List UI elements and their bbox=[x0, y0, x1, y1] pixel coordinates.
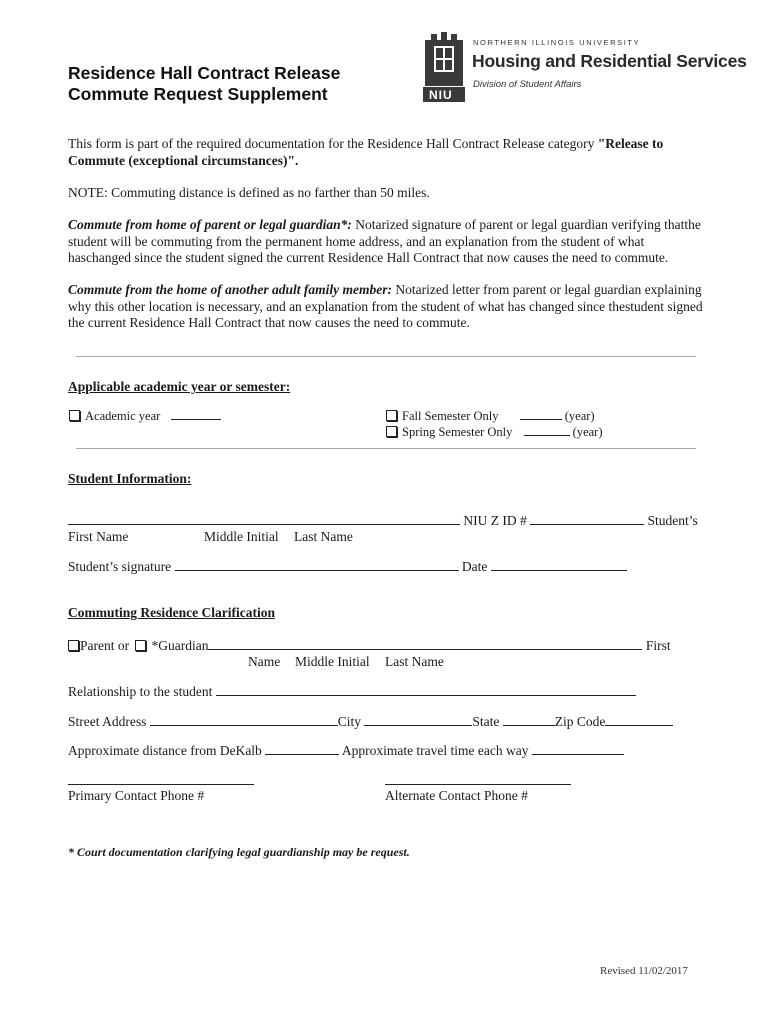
alternate-phone-label: Alternate Contact Phone # bbox=[385, 788, 528, 803]
distance-field[interactable] bbox=[265, 742, 339, 755]
spring-label: Spring Semester Only bbox=[402, 425, 513, 439]
family-lead: Commute from the home of another adult family member: bbox=[68, 282, 392, 297]
spring-year-blank[interactable] bbox=[524, 423, 570, 436]
title-line-2: Commute Request Supplement bbox=[68, 84, 328, 104]
intro-text: This form is part of the required documentation for the Residence Hall Contract Release category bbox=[68, 136, 598, 151]
address-row bbox=[68, 713, 673, 730]
signature-label: Student’s signature bbox=[68, 559, 172, 574]
alternate-phone-field[interactable] bbox=[385, 772, 571, 785]
parent-label: Parent or bbox=[80, 638, 130, 653]
guardian-last-label: Last Name bbox=[385, 654, 444, 669]
distance-label: Approximate distance from DeKalb bbox=[68, 743, 262, 758]
street-label: Street Address bbox=[68, 714, 147, 729]
parent-lead: Commute from home of parent or legal guardian*: bbox=[68, 217, 352, 232]
student-heading: Student Information: bbox=[68, 471, 192, 486]
guardian-name-field[interactable] bbox=[208, 637, 642, 650]
middle-initial-label: Middle Initial bbox=[204, 529, 279, 544]
parent-paragraph bbox=[68, 217, 703, 267]
spring-checkbox[interactable] bbox=[386, 426, 397, 437]
family-paragraph bbox=[68, 282, 703, 332]
revised-date: Revised 11/02/2017 bbox=[600, 965, 688, 977]
note-text: NOTE: Commuting distance is defined as no farther than 50 miles. bbox=[68, 185, 430, 200]
family-text: Notarized letter from parent or legal guardian explaining why this other location is necessary, and an explanation from the student of what has changed since thestudent signed the current Residence Hall Contract that now causes the need to commute. bbox=[68, 282, 703, 330]
logo-university: NORTHERN ILLINOIS UNIVERSITY bbox=[473, 38, 641, 47]
academic-year-option[interactable] bbox=[69, 407, 221, 424]
academic-year-label: Academic year bbox=[85, 409, 161, 423]
primary-phone-field[interactable] bbox=[68, 772, 254, 785]
distance-row bbox=[68, 742, 624, 759]
fall-label: Fall Semester Only bbox=[402, 409, 499, 423]
niu-logo bbox=[421, 32, 747, 104]
date-field[interactable] bbox=[491, 558, 627, 571]
city-label: City bbox=[337, 714, 362, 729]
relationship-label: Relationship to the student bbox=[68, 684, 213, 699]
travel-time-label: Approximate travel time each way bbox=[341, 743, 529, 758]
zip-label: Zip Code bbox=[554, 714, 606, 729]
niu-mark: NIU bbox=[429, 88, 453, 102]
logo-division: Division of Student Affairs bbox=[473, 79, 582, 90]
spring-year-label: (year) bbox=[572, 425, 603, 439]
niu-id-field[interactable] bbox=[530, 512, 644, 525]
intro-category: "Release to Commute (exceptional circumstances)". bbox=[68, 136, 664, 168]
fall-year-blank[interactable] bbox=[520, 407, 562, 420]
first-name-label: First Name bbox=[68, 529, 129, 544]
primary-phone-label: Primary Contact Phone # bbox=[68, 788, 205, 803]
divider bbox=[76, 448, 696, 449]
academic-year-checkbox[interactable] bbox=[69, 410, 80, 421]
signature-row bbox=[68, 558, 627, 575]
commuting-heading: Commuting Residence Clarification bbox=[68, 605, 275, 620]
title-line-1: Residence Hall Contract Release bbox=[68, 63, 341, 83]
logo-department: Housing and Residential Services bbox=[472, 51, 747, 71]
guardian-checkbox[interactable] bbox=[135, 640, 146, 651]
guardian-label: *Guardian bbox=[151, 638, 209, 653]
academic-year-blank[interactable] bbox=[171, 407, 221, 420]
parent-checkbox[interactable] bbox=[68, 640, 79, 651]
city-field[interactable] bbox=[364, 713, 472, 726]
student-name-field[interactable] bbox=[68, 512, 460, 525]
date-label: Date bbox=[461, 559, 488, 574]
relationship-row bbox=[68, 683, 636, 700]
guardian-first-label: First bbox=[645, 638, 671, 653]
footnote: * Court documentation clarifying legal guardianship may be request. bbox=[68, 845, 410, 859]
travel-time-field[interactable] bbox=[532, 742, 624, 755]
state-field[interactable] bbox=[503, 713, 555, 726]
zip-field[interactable] bbox=[605, 713, 673, 726]
students-label: Student’s bbox=[647, 513, 698, 528]
niu-id-label: NIU Z ID # bbox=[463, 513, 527, 528]
street-field[interactable] bbox=[150, 713, 338, 726]
fall-checkbox[interactable] bbox=[386, 410, 397, 421]
last-name-label: Last Name bbox=[294, 529, 353, 544]
spring-option[interactable] bbox=[386, 423, 603, 440]
page-title bbox=[68, 63, 340, 105]
guardian-row bbox=[68, 637, 671, 654]
student-name-row bbox=[68, 512, 698, 529]
guardian-middle-label: Middle Initial bbox=[295, 654, 370, 669]
parent-text: Notarized signature of parent or legal guardian verifying thatthe student will be commuting from the permanent home address, and an explanation from the student of what haschanged since the student signed the current Residence Hall Contract that now causes the need to commute. bbox=[68, 217, 701, 265]
fall-year-label: (year) bbox=[564, 409, 595, 423]
divider bbox=[76, 356, 696, 357]
state-label: State bbox=[472, 714, 500, 729]
academic-heading: Applicable academic year or semester: bbox=[68, 379, 291, 394]
intro-paragraph bbox=[68, 136, 703, 169]
signature-field[interactable] bbox=[175, 558, 459, 571]
relationship-field[interactable] bbox=[216, 683, 636, 696]
fall-option[interactable] bbox=[386, 407, 595, 424]
guardian-name-label: Name bbox=[248, 654, 281, 669]
